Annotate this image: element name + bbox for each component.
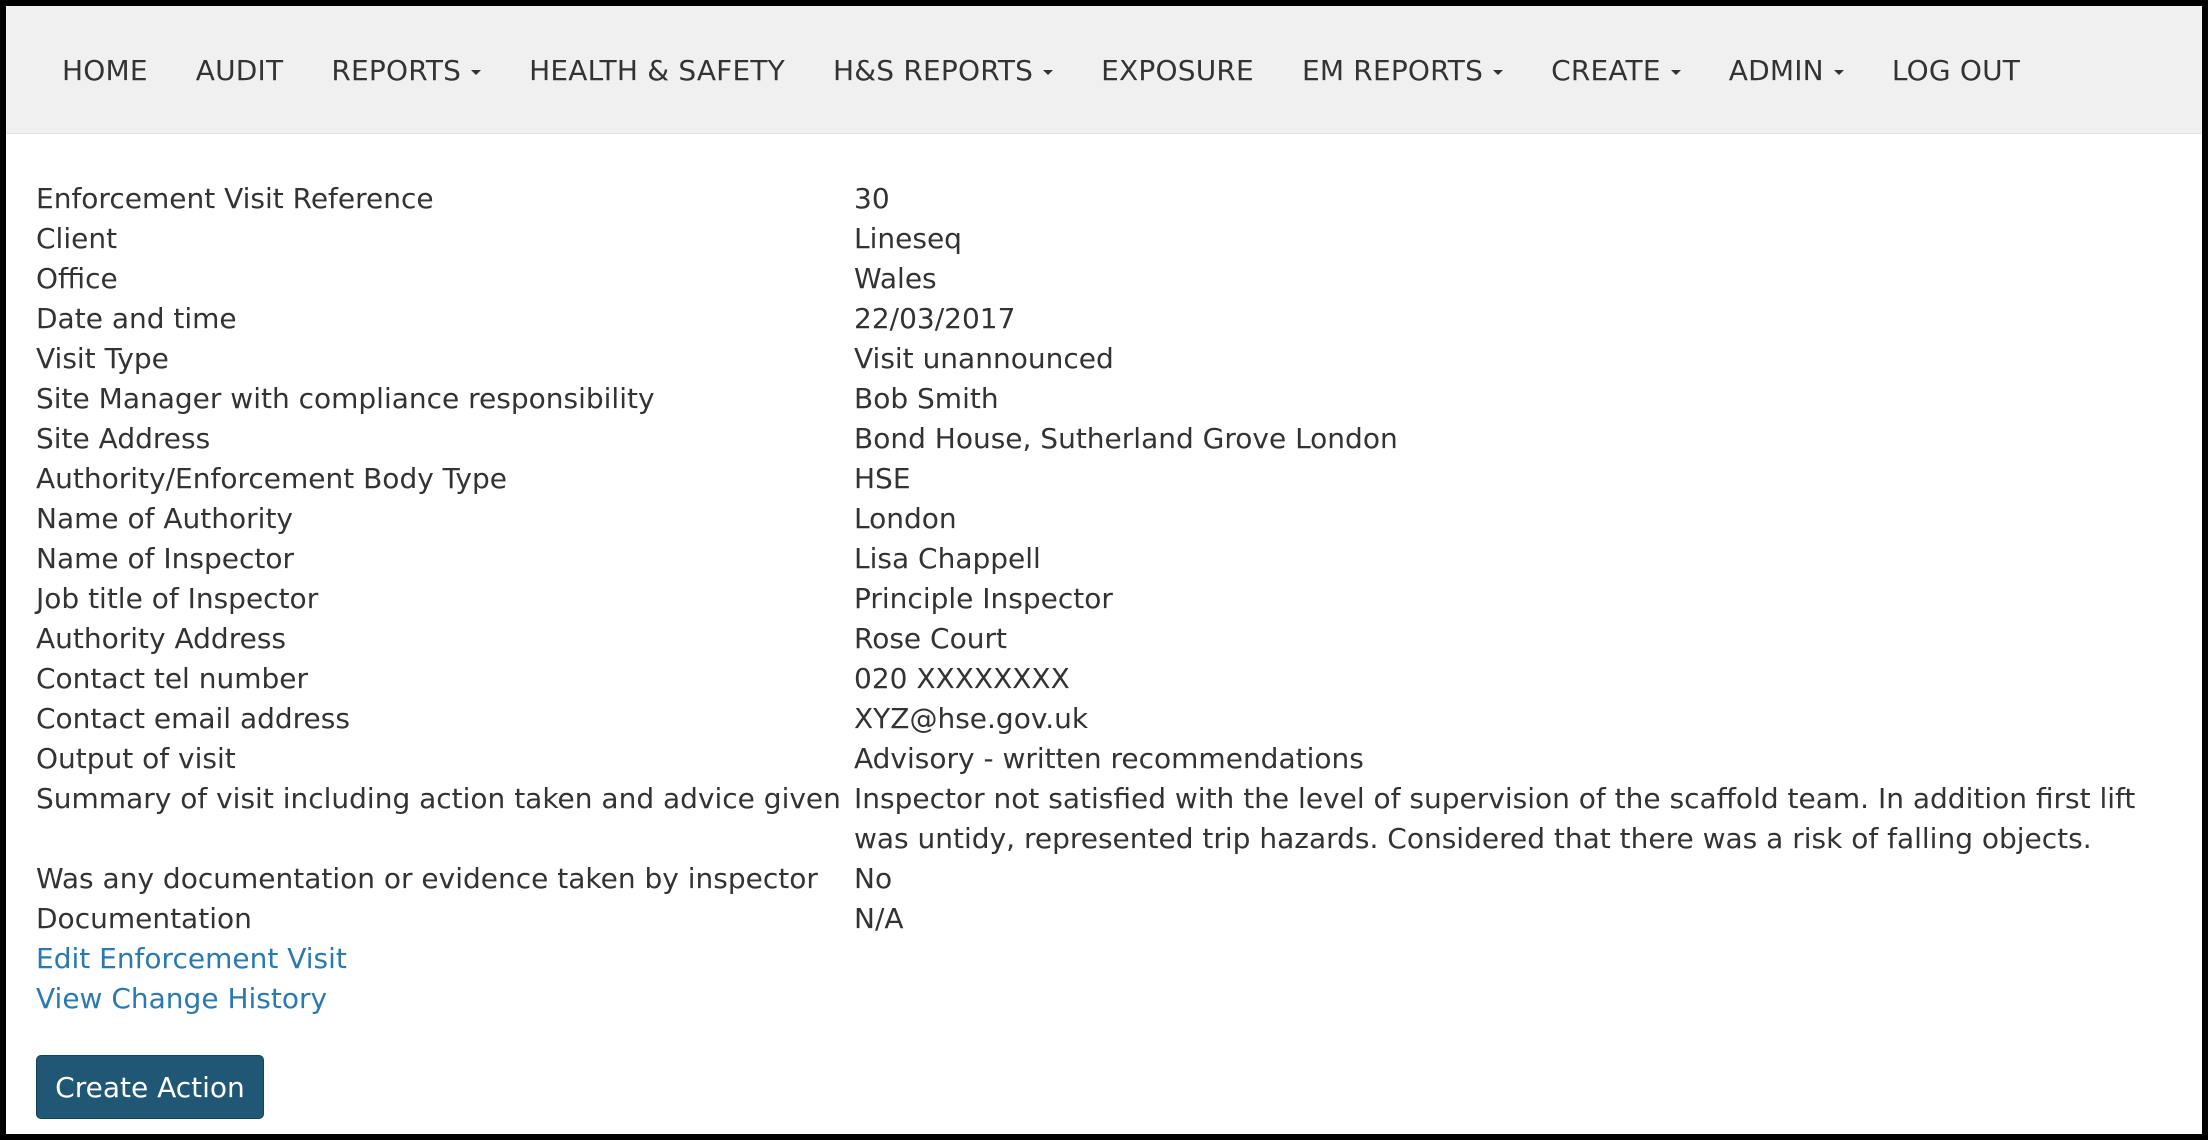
nav-item-label: LOG OUT xyxy=(1891,53,2021,87)
detail-row-contact-tel xyxy=(36,659,2176,699)
detail-label: Was any documentation or evidence taken by inspector xyxy=(36,862,818,895)
caret-down-icon xyxy=(1043,70,1053,75)
detail-value: 30 xyxy=(854,182,890,215)
nav-item-label: HEALTH & SAFETY xyxy=(529,53,785,87)
detail-row-reference xyxy=(36,179,2176,219)
detail-label: Name of Inspector xyxy=(36,542,295,575)
nav-item-hs-reports[interactable] xyxy=(833,54,1053,87)
view-change-history-link[interactable]: View Change History xyxy=(36,982,328,1015)
nav-item-health-safety[interactable] xyxy=(529,54,785,87)
detail-label: Office xyxy=(36,262,118,295)
nav-item-em-reports[interactable] xyxy=(1302,54,1503,87)
nav-item-home[interactable] xyxy=(62,54,148,87)
detail-label: Job title of Inspector xyxy=(36,582,319,615)
create-action-button[interactable]: Create Action xyxy=(36,1055,264,1119)
detail-label: Client xyxy=(36,222,118,255)
detail-row-authority-address xyxy=(36,619,2176,659)
detail-value: Bond House, Sutherland Grove London xyxy=(854,422,1398,455)
detail-row-date-time xyxy=(36,299,2176,339)
detail-label: Site Address xyxy=(36,422,211,455)
detail-value: No xyxy=(854,862,893,895)
detail-row-documentation xyxy=(36,899,2176,939)
detail-row-contact-email xyxy=(36,699,2176,739)
detail-value: Lisa Chappell xyxy=(854,542,1041,575)
detail-label: Name of Authority xyxy=(36,502,293,535)
nav-item-label: H&S REPORTS xyxy=(832,53,1034,87)
nav-item-label: HOME xyxy=(62,53,148,87)
top-navbar xyxy=(6,6,2202,134)
detail-row-output xyxy=(36,739,2176,779)
detail-row-authority-type xyxy=(36,459,2176,499)
detail-label: Enforcement Visit Reference xyxy=(36,182,434,215)
detail-row-evidence-taken xyxy=(36,859,2176,899)
detail-value: N/A xyxy=(854,902,904,935)
nav-item-create[interactable] xyxy=(1551,54,1681,87)
caret-down-icon xyxy=(1671,70,1681,75)
detail-label: Authority/Enforcement Body Type xyxy=(36,462,507,495)
detail-row-authority-name xyxy=(36,499,2176,539)
detail-label: Output of visit xyxy=(36,742,236,775)
detail-value: 22/03/2017 xyxy=(854,302,1016,335)
enforcement-visit-details xyxy=(36,179,2176,1019)
detail-value: Advisory - written recommendations xyxy=(854,742,1364,775)
caret-down-icon xyxy=(1493,70,1503,75)
detail-label: Visit Type xyxy=(36,342,169,375)
detail-label: Date and time xyxy=(36,302,237,335)
detail-row-inspector-title xyxy=(36,579,2176,619)
detail-label: Documentation xyxy=(36,902,252,935)
detail-value: Wales xyxy=(854,262,937,295)
detail-row-summary xyxy=(36,779,2176,859)
nav-item-exposure[interactable] xyxy=(1101,54,1254,87)
detail-row-inspector-name xyxy=(36,539,2176,579)
nav-list xyxy=(6,6,2202,134)
detail-value: London xyxy=(854,502,957,535)
detail-label: Summary of visit including action taken and advice given xyxy=(36,782,841,815)
nav-item-log-out[interactable] xyxy=(1892,54,2020,87)
nav-item-label: REPORTS xyxy=(331,53,462,87)
detail-row-visit-type xyxy=(36,339,2176,379)
detail-value: Rose Court xyxy=(854,622,1007,655)
detail-label: Site Manager with compliance responsibility xyxy=(36,382,655,415)
detail-label: Contact tel number xyxy=(36,662,309,695)
nav-item-label: CREATE xyxy=(1551,53,1661,87)
detail-value: Inspector not satisfied with the level of supervision of the scaffold team. In addition first lift was untidy, represented trip hazards. Considered that there was a risk of falling objects. xyxy=(854,782,2136,855)
detail-value: Visit unannounced xyxy=(854,342,1114,375)
detail-value: Lineseq xyxy=(854,222,962,255)
nav-item-label: EM REPORTS xyxy=(1301,53,1484,87)
edit-enforcement-visit-link[interactable]: Edit Enforcement Visit xyxy=(36,942,347,975)
detail-label: Contact email address xyxy=(36,702,350,735)
nav-item-label: AUDIT xyxy=(195,53,284,87)
detail-row-office xyxy=(36,259,2176,299)
nav-item-admin[interactable] xyxy=(1729,54,1844,87)
nav-item-label: EXPOSURE xyxy=(1101,53,1254,87)
detail-value: Principle Inspector xyxy=(854,582,1113,615)
detail-value: Bob Smith xyxy=(854,382,999,415)
detail-label: Authority Address xyxy=(36,622,287,655)
detail-value: XYZ@hse.gov.uk xyxy=(854,702,1089,735)
caret-down-icon xyxy=(1834,70,1844,75)
detail-value: HSE xyxy=(854,462,911,495)
detail-row-site-address xyxy=(36,419,2176,459)
detail-value: 020 XXXXXXXX xyxy=(854,662,1070,695)
caret-down-icon xyxy=(471,70,481,75)
detail-row-client xyxy=(36,219,2176,259)
page-frame xyxy=(6,6,2202,1134)
detail-row-site-manager xyxy=(36,379,2176,419)
nav-item-audit[interactable] xyxy=(196,54,284,87)
nav-item-reports[interactable] xyxy=(331,54,481,87)
nav-item-label: ADMIN xyxy=(1728,53,1824,87)
